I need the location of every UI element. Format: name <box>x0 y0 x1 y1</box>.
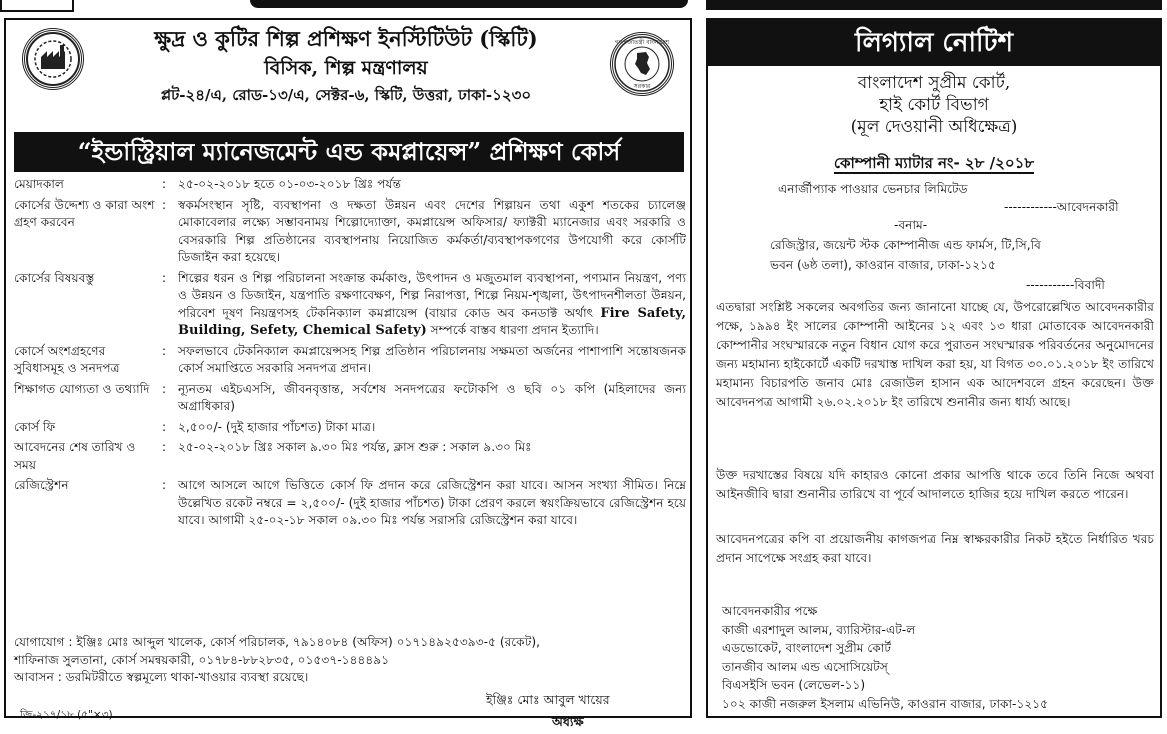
content-text: শিল্পের ধরন ও শিল্প পরিচালনা সংক্রান্ত কর্মকাণ্ড, উৎপাদন ও মজুতমাল ব্যবস্থাপনা, পণ্যমান নিয়ন্ত্রণ, পণ্য ও উন্নয়ন ও ডিজাইন, যন্ত্রপাতি রক্ষণাবেক্ষণ, শিল্প নিরাপত্তা, শিল্পে নিয়ম-শৃঙ্খলা, উৎপাদনশীলতা উন্নয়ন, পরিবেশ দূষণ নিয়ন্ত্রণসহ টেকনিক্যাল কমপ্লায়েন্স (বায়ার কোড অব কনডাক্ট অর্থাৎ <box>178 270 686 320</box>
info-colon: : <box>162 478 167 492</box>
svg-text:গণপ্রজাতন্ত্রী বাংলাদেশ: গণপ্রজাতন্ত্রী বাংলাদেশ <box>614 39 670 46</box>
content-bold-text: Fire Safety, Building, Sefety, Chemical Safety) <box>178 305 686 338</box>
info-value: ২,৫০০/- (দুই হাজার পাঁচশত) টাকা মাত্র। <box>178 419 376 434</box>
respondent-role: -----------বিবাদী <box>1026 278 1105 292</box>
court-line: (মূল দেওয়ানী অধিক্ষেত্র) <box>850 117 1018 137</box>
info-colon: : <box>162 343 167 358</box>
signature-line: তানজীব আলম এন্ড এসোসিয়েটস্ <box>722 659 888 674</box>
ministry-name: বিসিক, শিল্প মন্ত্রণালয় <box>264 57 428 79</box>
info-value <box>178 270 686 340</box>
factory-emblem-icon <box>25 31 81 87</box>
respondent-line: রেজিস্ট্রার, জয়েন্ট স্টক কোম্পানীজ এন্ড ফার্মস, টি,সি,বি <box>770 238 1041 252</box>
svg-text:সরকার: সরকার <box>633 83 651 90</box>
signature-line: আবেদনকারীর পক্ষে <box>722 604 818 618</box>
info-colon: : <box>162 419 167 434</box>
info-colon: : <box>162 177 167 191</box>
previous-ad-bar <box>706 0 1162 10</box>
court-line: হাই কোর্ট বিভাগ <box>879 95 989 115</box>
company-matter-number <box>708 152 1160 177</box>
info-value: সফলভাবে টেকনিক্যাল কমপ্লায়েন্সসহ শিল্প প্রতিষ্ঠান পরিচালনায় সক্ষমতা অর্জনের পাশাপাশি সন্তোষজনক কোর্স সমাপ্তিতে সরকারি সনদপত্র প্রদান। <box>178 343 686 375</box>
signature-line: বিএসইসি ভবন (লেভেল-১১) <box>722 678 866 693</box>
info-row-duration <box>14 176 686 194</box>
previous-ad-bar <box>250 0 688 8</box>
training-course-ad <box>4 18 692 729</box>
accommodation-line: আবাসন : ডরমিটরীতে স্বল্পমূল্যে থাকা-খাওয়ার ব্যবস্থা রয়েছে। <box>14 670 309 684</box>
info-value: ২৫-০২-২০১৮ খ্রিঃ সকাল ৯.৩০ মিঃ পর্যন্ত, ক্লাস শুরু : সকাল ৯.৩০ মিঃ <box>178 440 532 454</box>
course-title-banner: “ইন্ডাস্ট্রিয়াল ম্যানেজমেন্ট এন্ড কমপ্লায়েন্স” প্রশিক্ষণ কোর্স <box>14 132 684 172</box>
info-value: ২৫-০২-২০১৮ হতে ০১-০৩-২০১৮ খ্রিঃ পর্যন্ত <box>178 177 401 191</box>
info-label: মেয়াদকাল <box>14 177 64 191</box>
contact-block <box>14 634 686 687</box>
info-row-registration <box>14 477 686 530</box>
info-label: কোর্স ফি <box>14 419 56 434</box>
info-label: কোর্সের উদ্দেশ্য ও কারা অংশ গ্রহণ করবেন <box>14 197 155 229</box>
versus-text: -বনাম- <box>894 218 928 232</box>
info-value: স্বকর্মসংস্থান সৃষ্টি, ব্যবস্থাপনা ও দক্ষতা উন্নয়ন এবং দেশের শিল্পায়ন তথা একুশ শতকের চ্যালেঞ্জ মোকাবেলার লক্ষ্যে সম্ভাবনাময় শিল্পোদ্যোক্তা, কমপ্লায়েন্স অফিসার/ ফ্যাক্টরী ম্যানেজার এবং সরকারি ও বেসরকারি শিল্প প্রতিষ্ঠানের ব্যবস্থাপনায় নিয়োজিত কর্মকর্তা/ব্যবস্থাপকগণের উপযোগী করে কোর্সটি ডিজাইন করা হয়েছে। <box>178 197 686 264</box>
info-value: আগে আসলে আগে ভিত্তিতে কোর্স ফি প্রদান করে রেজিস্ট্রেশন করা যাবে। আসন সংখ্যা সীমিত। নিম্নে উল্লেখিত রকেট নম্বরে = ২,৫০০/- (দুই হাজার পাঁচশত) টাকা প্রেরণ করলে স্বয়ংক্রিয়ভাবে রেজিস্ট্রেশন হয়ে যাবে। আগামী ২৫-০২-১৮ সকাল ০৯.৩০ মিঃ পর্যন্ত সরাসরি রেজিস্ট্রেশন করা যাবে। <box>178 478 686 527</box>
matter-text: কোম্পানী ম্যাটার নং- ২৮ /২০১৮ <box>833 154 1035 172</box>
previous-ad-border <box>0 0 74 12</box>
signature-line: এডভোকেট, বাংলাদেশ সুপ্রীম কোর্ট <box>722 641 892 656</box>
court-heading <box>708 72 1160 138</box>
info-row-objective <box>14 197 686 267</box>
petitioner-name: এনার্জীপ্যাক পাওয়ার ভেনচার লিমিটেড <box>778 182 968 196</box>
content-text-end: সম্পর্কে বাস্তব ধারণা প্রদান ইত্যাদি। <box>426 323 599 337</box>
info-label: কোর্সে অংশগ্রহণের সুবিধাসমূহ ও সনদপত্র <box>14 343 120 375</box>
info-colon: : <box>162 381 167 396</box>
court-line: বাংলাদেশ সুপ্রীম কোর্ট, <box>857 73 1011 93</box>
signature-line: ১০২ কাজী নজরুল ইসলাম এভিনিউ, কাওরান বাজার, ঢাকা-১২১৫ <box>722 696 1049 711</box>
government-seal <box>610 32 674 96</box>
objection-paragraph: উক্ত দরখাস্তের বিষয়ে যদি কাহারও কোনো প্রকার আপত্তি থাকে তবে তিনি নিজে অথবা আইনজীবি দ্বারা শুনানীর তারিখে বা পূর্বে আদালতে হাজির হয়ে দাখিল করতে পারেন। <box>716 468 1154 501</box>
advocate-signature-block <box>722 602 1048 714</box>
legal-notice-banner: লিগ্যাল নোটিশ <box>708 20 1160 66</box>
info-row-content <box>14 270 686 340</box>
info-row-benefits <box>14 343 686 378</box>
info-label: কোর্সের বিষয়বস্তু <box>14 270 95 285</box>
contact-line: শাফিনাজ সুলতানা, কোর্স সমন্বয়কারী, ০১৭৮৪-৮৮২৮৩৫, ০১৫৩৭-১৪৪৪৯১ <box>14 652 390 667</box>
respondent-line: ভবন (৬ষ্ঠ তলা), কাওরান বাজার, ঢাকা-১২১৫ <box>770 258 996 272</box>
info-label: আবেদনের শেষ তারিখ ও সময় <box>14 440 136 472</box>
info-colon: : <box>162 270 167 285</box>
contact-line: যোগাযোগ : ইঞ্জিঃ মোঃ আব্দুল খালেক, কোর্স পরিচালক, ৭৯১৪০৮৪ (অফিস) ০১৭১৪৯২৫৩৯৩-৫ (রকেট), <box>14 635 540 649</box>
info-label: রেজিস্ট্রেশন <box>14 478 69 492</box>
info-colon: : <box>162 197 167 212</box>
info-row-deadline <box>14 439 686 474</box>
info-label: শিক্ষাগত যোগ্যতা ও তথ্যাদি <box>14 381 150 396</box>
institute-header <box>86 24 606 108</box>
institute-name: ক্ষুদ্র ও কুটির শিল্প প্রশিক্ষণ ইনস্টিটিউট (স্কিটি) <box>154 26 538 51</box>
course-info-table <box>14 176 686 533</box>
signatory-title: অধ্যক্ষ <box>552 714 584 729</box>
notice-paragraph: এতদ্বারা সংশ্লিষ্ট সকলের অবগতির জন্য জানানো যাচ্ছে যে, উপরোল্লেখিত আবেদনকারীর পক্ষে, ১৯৯৪ ইং সালের কোম্পানী আইনের ১২ এবং ১৩ ধারা মোতাবেক আবেদনকারী কোম্পানীর সংঘস্মারকে নতুন বিধান যোগ করে পুরাতন সংঘস্মারক পরিবর্তনের অনুমোদনের জন্য মহামান্য হাইকোর্টে একটি দরখাস্ত দাখিল করা হয়, যা বিগত ৩০.০১.২০১৮ ইং তারিখে মহামান্য বিচারপতি জনাব মোঃ রেজাউল হাসান এক আদেশবলে গ্রহন করেছেন। উক্ত আবেদনপত্র আগামী ২৬.০২.২০১৮ ইং তারিখে শুনানীর জন্য ধার্য্য আছে। <box>716 300 1154 409</box>
legal-notice-ad <box>706 18 1162 718</box>
institute-address: প্লট-২৪/এ, রোড-১৩/এ, সেক্টর-৬, স্কিটি, উত্তরা, ঢাকা-১২৩০ <box>160 86 532 104</box>
petitioner-role: ------------আবেদনকারী <box>1004 200 1119 214</box>
info-row-fee <box>14 419 686 437</box>
info-row-qualification <box>14 381 686 416</box>
ad-reference-code: জি-২১৭/১৮ (৫"×৩) <box>20 709 113 721</box>
scitI-logo-seal <box>22 28 84 90</box>
info-colon: : <box>162 440 167 454</box>
copy-paragraph: আবেদনপত্রের কপি বা প্রয়োজনীয় কাগজপত্র নিম্ন স্বাক্ষরকারীর নিকট হইতে নির্ধারিত খরচ প্রদান সাপেক্ষে সংগ্রহ করা যাবে। <box>716 532 1154 565</box>
signature-line: কাজী এরশাদুল আলম, ব্যারিস্টার-এট-ল <box>722 622 916 637</box>
bangladesh-map-seal-icon <box>613 35 671 93</box>
info-value: ন্যূনতম এইচএসসি, জীবনবৃত্তান্ত, সর্বশেষ সনদপত্রের ফটোকপি ও ছবি ০১ কপি (মহিলাদের জন্য অগ্রাধিকার) <box>178 381 686 413</box>
signatory-name: ইঞ্জিঃ মোঃ আবুল খায়ের <box>486 692 610 707</box>
